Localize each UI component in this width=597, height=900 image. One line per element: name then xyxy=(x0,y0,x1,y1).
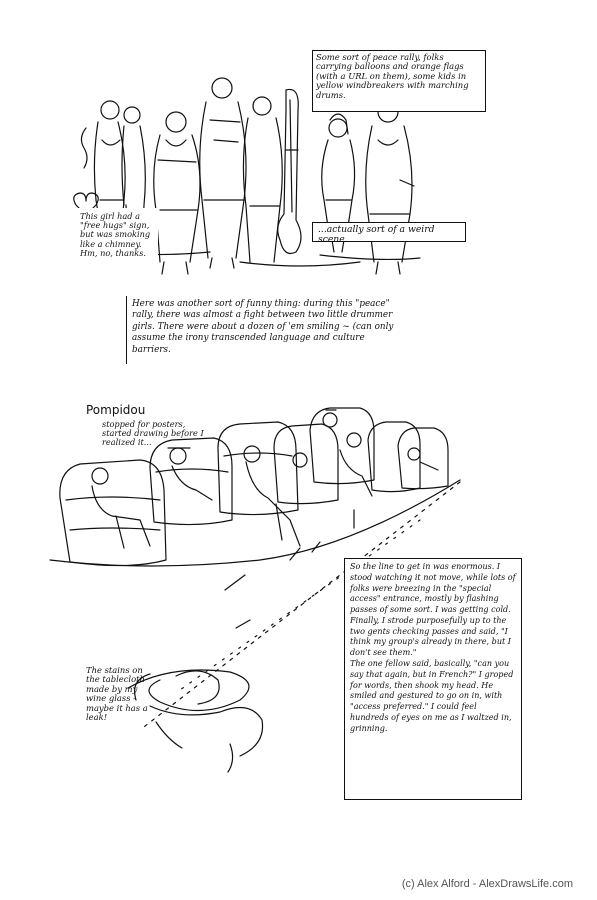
caption-pompidou-note: stopped for posters, started drawing before I realized it... xyxy=(102,419,204,448)
caption-wine-stain: The stains on the tablecloth made by my wine glass - maybe it has a leak! xyxy=(86,665,148,723)
copyright-credit: (c) Alex Alford - AlexDrawsLife.com xyxy=(401,878,573,890)
caption-weird-scene: ...actually sort of a weird scene. xyxy=(318,224,435,246)
caption-line-story: So the line to get in was enormous. I stood watching it not move, while lots of folks were breezing in the "special access" entrance, mostly by flashing passes of some sort. I was getting cold. Finally, I strode purposefully up to the two gents checking passes and said, "I think my group's already in there, but I don't see them." The one fellow said, basically, "can you say that again, but in French?" I groped for words, then shook my head. He smiled and gestured to go on in, with "access preferred." I could feel hundreds of eyes on me as I waltzed in, grinning. xyxy=(350,562,516,733)
caption-pompidou-title: Pompidou xyxy=(86,403,146,417)
caption-drummer-girls: Here was another sort of funny thing: during this "peace" rally, there was almost a fight between two little drummer girls. There were about a dozen of 'em smiling ~ (can only assume the irony transcended language and culture barriers. xyxy=(132,299,394,355)
caption-free-hugs: This girl had a "free hugs" sign, but was smoking like a chimney. Hm, no, thanks. xyxy=(80,211,151,258)
caption-peace-rally: Some sort of peace rally, folks carrying balloons and orange flags (with a URL on them), some kids in yellow windbreakers with marching drums. xyxy=(316,52,469,100)
